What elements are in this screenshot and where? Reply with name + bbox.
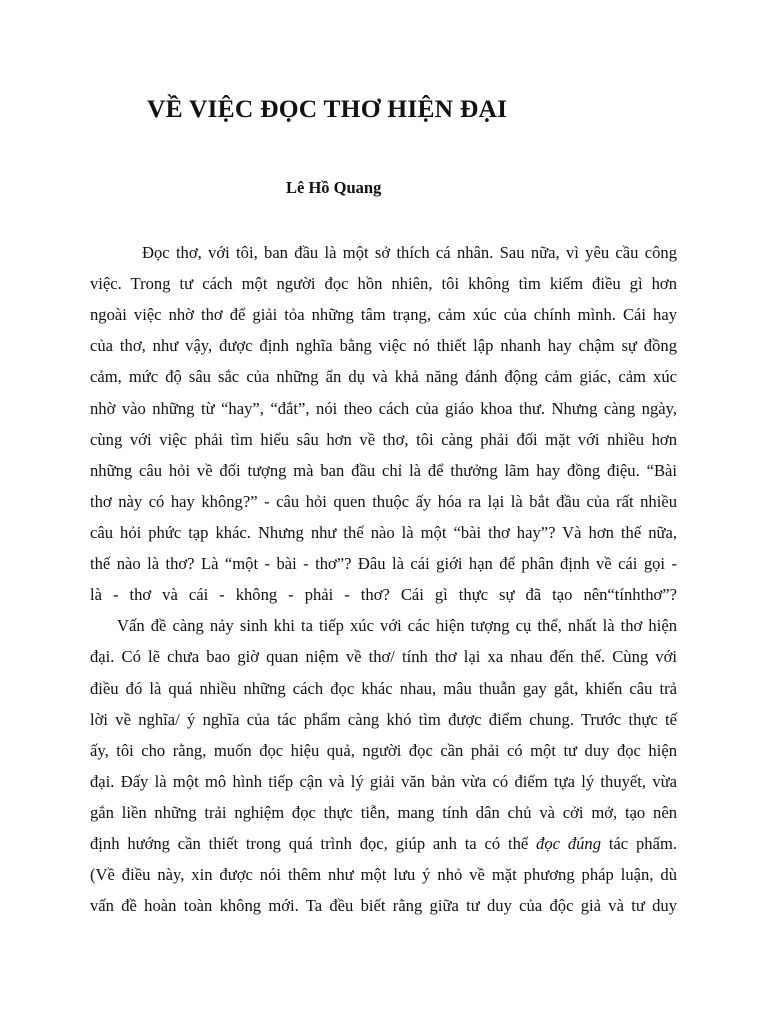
text-line: đại. Có lẽ chưa bao giờ quan niệm về thơ/ tính thơ lại xa nhau đến thế. Cùng với: [90, 647, 677, 667]
text-line: những câu hỏi về đối tượng mà ban đầu chỉ là để thưởng lãm hay đồng điệu. “Bài: [90, 460, 677, 480]
text-line: thế nào là thơ? Là “một - bài - thơ”? Đâu là cái giới hạn để phân định về cái gọi -: [90, 554, 677, 574]
text-line: câu hỏi phức tạp khác. Nhưng như thế nào là một “bài thơ hay”? Và hơn thế nữa,: [90, 522, 677, 542]
text-line: của thơ, như vậy, được định nghĩa bằng việc nó thiết lập nhanh hay chậm sự đồng: [90, 336, 677, 356]
emphasis-text: đọc đúng: [536, 834, 602, 854]
text-line: thơ này có hay không?” - câu hỏi quen thuộc ấy hóa ra lại là bắt đầu của rất nhiều: [90, 491, 677, 511]
text-line: (Về điều này, xin được nói thêm như một lưu ý nhỏ về mặt phương pháp luận, dù: [90, 865, 677, 885]
text-line: gắn liền những trải nghiệm đọc thực tiễn, mang tính dân chủ và cởi mở, tạo nên: [90, 802, 677, 822]
author-name: Lê Hồ Quang: [286, 178, 382, 197]
document-title: VỀ VIỆC ĐỌC THƠ HIỆN ĐẠI: [147, 94, 508, 123]
text-line: cùng với việc phải tìm hiểu sâu hơn về thơ, tôi càng phải đối mặt với nhiều hơn: [90, 429, 677, 449]
text-line: cảm, mức độ sâu sắc của những ẩn dụ và khả năng đánh động cảm giác, cảm xúc: [90, 367, 677, 387]
text-line: việc. Trong tư cách một người đọc hồn nhiên, tôi không tìm kiếm điều gì hơn: [90, 274, 677, 294]
line-segment: định hướng cần thiết trong quá trình đọc, giúp anh ta có thể: [90, 834, 537, 854]
text-line: đại. Đấy là một mô hình tiếp cận và lý giải văn bản vừa có điểm tựa lý thuyết, vừa: [90, 771, 677, 791]
text-line: Vấn đề càng nảy sinh khi ta tiếp xúc với các hiện tượng cụ thể, nhất là thơ hiện: [117, 616, 677, 636]
text-line: là - thơ và cái - không - phải - thơ? Cái gì thực sự đã tạo nên“tínhthơ”?: [90, 585, 677, 605]
text-line: vấn đề hoàn toàn không mới. Ta đều biết rằng giữa tư duy của độc giả và tư duy: [90, 896, 677, 916]
body-text: [90, 237, 677, 921]
text-line: lời về nghĩa/ ý nghĩa của tác phẩm càng khó tìm được điểm chung. Trước thực tế: [90, 709, 677, 729]
text-line: ngoài việc nhờ thơ để giải tỏa những tâm trạng, cảm xúc của chính mình. Cái hay: [90, 305, 677, 325]
text-line-with-emphasis: [90, 828, 677, 859]
text-line: ấy, tôi cho rằng, muốn đọc hiệu quả, người đọc cần phải có một tư duy đọc hiện: [90, 740, 677, 760]
text-line: Đọc thơ, với tôi, ban đầu là một sở thích cá nhân. Sau nữa, vì yêu cầu công: [142, 243, 677, 262]
line-segment: tác phẩm.: [601, 834, 677, 854]
text-line: nhờ vào những từ “hay”, “đắt”, nói theo cách của giáo khoa thư. Nhưng càng ngày,: [90, 398, 677, 418]
text-line: điều đó là quá nhiều những cách đọc khác nhau, mâu thuẫn gay gắt, khiến câu trả: [90, 678, 677, 698]
